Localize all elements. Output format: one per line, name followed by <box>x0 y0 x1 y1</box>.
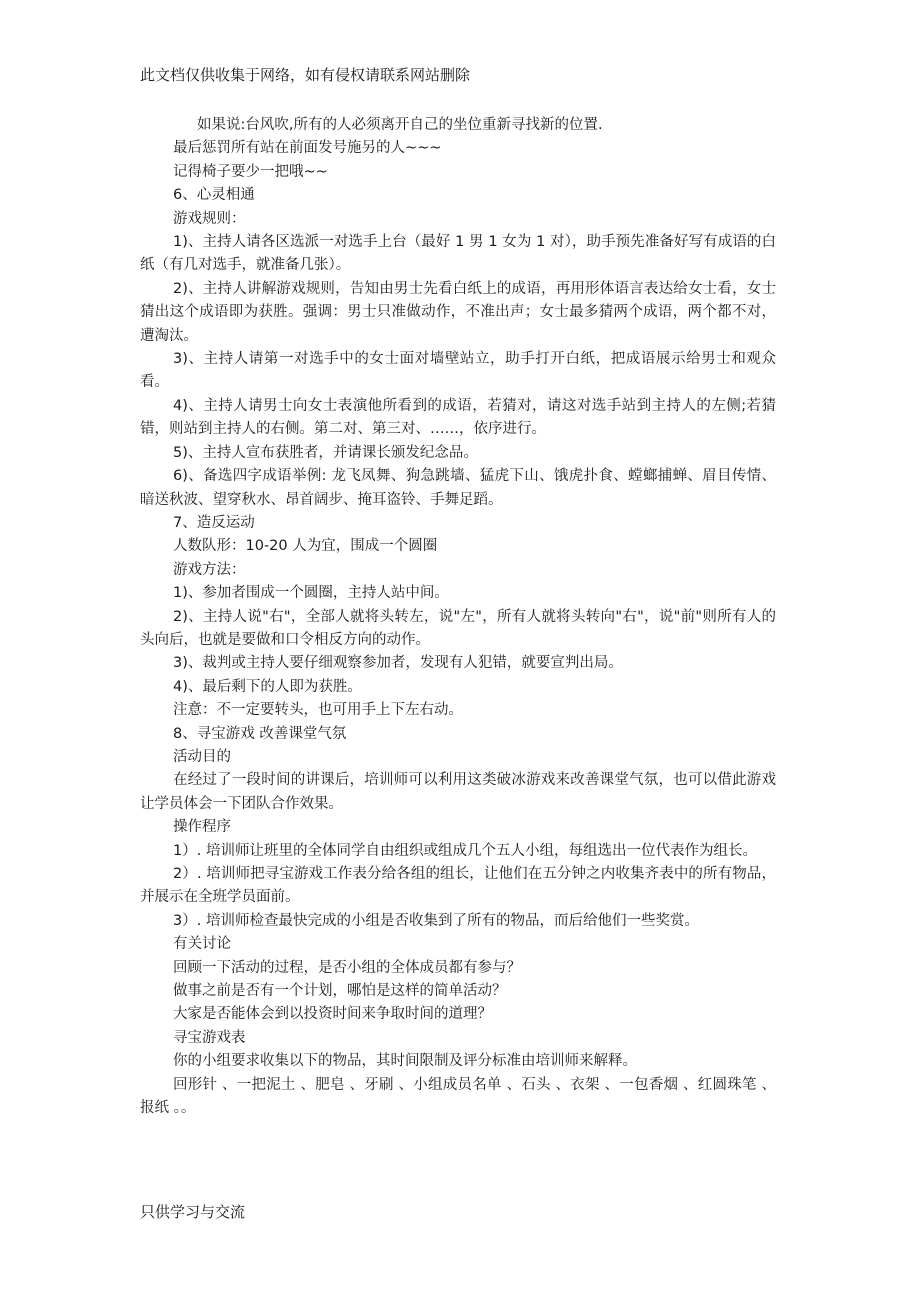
paragraph: 做事之前是否有一个计划，哪怕是这样的简单活动？ <box>173 983 507 1000</box>
list-item: 3)、裁判或主持人要仔细观察参加者，发现有人犯错，就要宣判出局。 <box>173 655 623 672</box>
list-item: 2）. 培训师把寻宝游戏工作表分给各组的组长，让他们在五分钟之内收集齐表中的所有物品，并展示在全班学员面前。 <box>140 866 776 906</box>
paragraph: 大家是否能体会到以投资时间来争取时间的道理？ <box>173 1006 492 1023</box>
paragraph: 回形针 、一把泥土 、肥皂 、牙刷 、小组成员名单 、石头 、衣架 、一包香烟 、红圆珠笔 、报纸 。。 <box>140 1076 776 1117</box>
page-footer: 只供学习与交流 <box>140 1203 246 1221</box>
list-item: 1)、参加者围成一个圆圈，主持人站中间。 <box>173 585 449 602</box>
paragraph: 你的小组要求收集以下的物品，其时间限制及评分标准由培训师来解释。 <box>173 1053 637 1070</box>
section-heading: 8、寻宝游戏 改善课堂气氛 <box>173 725 347 742</box>
section-heading: 6、心灵相通 <box>173 187 255 204</box>
paragraph: 游戏方法： <box>173 561 246 578</box>
section-heading: 7、造反运动 <box>173 514 255 531</box>
subheading: 活动目的 <box>173 748 231 765</box>
list-item: 1）. 培训师让班里的全体同学自由组织或组成几个五人小组，每组选出一位代表作为组长。 <box>173 842 757 859</box>
subheading: 有关讨论 <box>173 936 231 953</box>
paragraph: 在经过了一段时间的讲课后，培训师可以利用这类破冰游戏来改善课堂气氛，也可以借此游戏让学员体会一下团队合作效果。 <box>140 772 776 812</box>
paragraph: 回顾一下活动的过程，是否小组的全体成员都有参与？ <box>173 959 521 976</box>
list-item: 4)、主持人请男士向女士表演他所看到的成语，若猜对，请这对选手站到主持人的左侧;若猜错，则站到主持人的右侧。第二对、第三对、……，依序进行。 <box>140 397 776 438</box>
list-item: 3）. 培训师检查最快完成的小组是否收集到了所有的物品，而后给他们一些奖赏。 <box>173 912 699 929</box>
paragraph: 最后惩罚所有站在前面发号施另的人~~~ <box>173 140 442 157</box>
document-body <box>140 114 776 1120</box>
list-item: 1)、主持人请各区选派一对选手上台（最好 1 男 1 女为 1 对），助手预先准备好写有成语的白纸（有几对选手，就准备几张）。 <box>140 234 776 274</box>
subheading: 寻宝游戏表 <box>173 1029 246 1046</box>
paragraph: 记得椅子要少一把哦~~ <box>173 163 328 180</box>
list-item: 6)、备选四字成语举例: 龙飞凤舞、狗急跳墙、猛虎下山、饿虎扑食、螳螂捕蝉、眉目传情、暗送秋波、望穿秋水、昂首阔步、掩耳盗铃、手舞足蹈。 <box>140 468 776 508</box>
paragraph: 游戏规则： <box>173 210 246 227</box>
list-item: 2)、主持人讲解游戏规则，告知由男士先看白纸上的成语，再用形体语言表达给女士看，女士猜出这个成语即为获胜。强调：男士只准做动作，不准出声；女士最多猜两个成语，两个都不对，遭淘汰。 <box>140 280 776 344</box>
paragraph: 如果说:台风吹,所有的人必须离开自己的坐位重新寻找新的位置. <box>197 117 603 133</box>
list-item: 4)、最后剩下的人即为获胜。 <box>173 678 362 695</box>
page-header: 此文档仅供收集于网络，如有侵权请联系网站删除 <box>140 66 471 84</box>
list-item: 3)、主持人请第一对选手中的女士面对墙壁站立，助手打开白纸，把成语展示给男士和观众看。 <box>140 351 776 391</box>
paragraph: 注意：不一定要转头，也可用手上下左右动。 <box>173 702 463 719</box>
list-item: 5)、主持人宣布获胜者，并请课长颁发纪念品。 <box>173 444 478 461</box>
paragraph: 人数队形：10-20 人为宜，围成一个圆圈 <box>173 538 438 555</box>
list-item: 2)、主持人说"右"，全部人就将头转左，说"左"，所有人就将头转向"右"，说"前"则所有人的头向后，也就是要做和口令相反方向的动作。 <box>140 608 776 648</box>
subheading: 操作程序 <box>173 819 231 836</box>
